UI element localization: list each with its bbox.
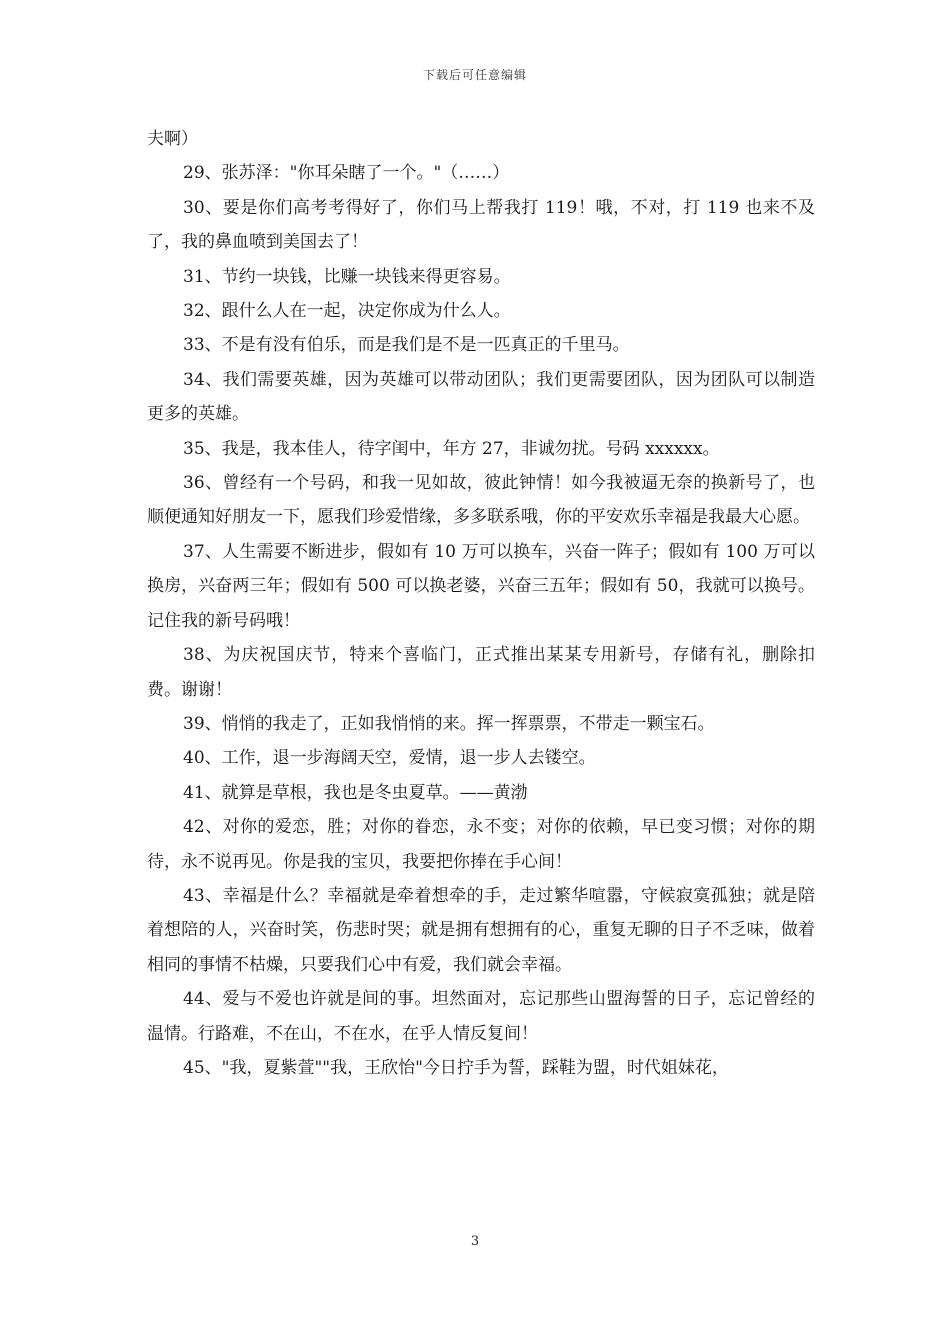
paragraph-39: 39、悄悄的我走了，正如我悄悄的来。挥一挥票票，不带走一颗宝石。 (183, 713, 715, 734)
paragraph-continuation: 夫啊） (147, 129, 198, 149)
paragraph-34: 34、我们需要英雄，因为英雄可以带动团队；我们更需要团队，因为团队可以制造更多的英雄。 (147, 369, 815, 425)
paragraph-41: 41、就算是草根，我也是冬虫夏草。——黄渤 (183, 782, 528, 803)
paragraph-35: 35、我是，我本佳人，待字闺中，年方 27，非诚勿扰。号码 xxxxxx。 (183, 438, 720, 459)
paragraph-31: 31、节约一块钱，比赚一块钱来得更容易。 (183, 266, 511, 287)
paragraph-37: 37、人生需要不断进步，假如有 10 万可以换车，兴奋一阵子；假如有 100 万可以换房，兴奋两三年；假如有 500 可以换老婆，兴奋三五年；假如有 50，我就可以换号。记住我的新号码哦！ (147, 541, 815, 631)
paragraph-44: 44、爱与不爱也许就是间的事。坦然面对，忘记那些山盟海誓的日子，忘记曾经的温情。行路难，不在山，不在水，在乎人情反复间！ (147, 989, 815, 1044)
paragraph-29: 29、张苏泽："你耳朵瞎了一个。"（……） (183, 163, 510, 184)
paragraph-32: 32、跟什么人在一起，决定你成为什么人。 (183, 301, 511, 322)
paragraph-45: 45、"我，夏紫萱""我，王欣怡"今日拧手为誓，踩鞋为盟，时代姐妹花， (183, 1057, 729, 1078)
document-body (147, 122, 815, 1085)
paragraph-30: 30、要是你们高考考得好了，你们马上帮我打 119！哦，不对，打 119 也来不及了，我的鼻血喷到美国去了！ (147, 197, 815, 253)
paragraph-33: 33、不是有没有伯乐，而是我们是不是一匹真正的千里马。 (183, 335, 630, 356)
paragraph-40: 40、工作，退一步海阔天空，爱情，退一步人去镂空。 (183, 748, 596, 769)
paragraph-38: 38、为庆祝国庆节，特来个喜临门，正式推出某某专用新号，存储有礼，删除扣费。谢谢！ (147, 645, 815, 700)
paragraph-36: 36、曾经有一个号码，和我一见如故，彼此钟情！如今我被逼无奈的换新号了，也顺便通知好朋友一下，愿我们珍爱惜缘，多多联系哦，你的平安欢乐幸福是我最大心愿。 (147, 473, 815, 528)
page-number: 3 (470, 1234, 480, 1249)
page-header: 下载后可任意编辑 (422, 68, 527, 82)
paragraph-43: 43、幸福是什么？幸福就是牵着想牵的手，走过繁华喧嚣，守候寂寞孤独；就是陪着想陪的人，兴奋时笑，伤悲时哭；就是拥有想拥有的心，重复无聊的日子不乏味，做着相同的事情不枯燥，只要我们心中有爱，我们就会幸福。 (147, 885, 815, 975)
paragraph-42: 42、对你的爱恋，胜；对你的眷恋，永不变；对你的依赖，早已变习惯；对你的期待，永不说再见。你是我的宝贝，我要把你捧在手心间！ (147, 817, 815, 872)
